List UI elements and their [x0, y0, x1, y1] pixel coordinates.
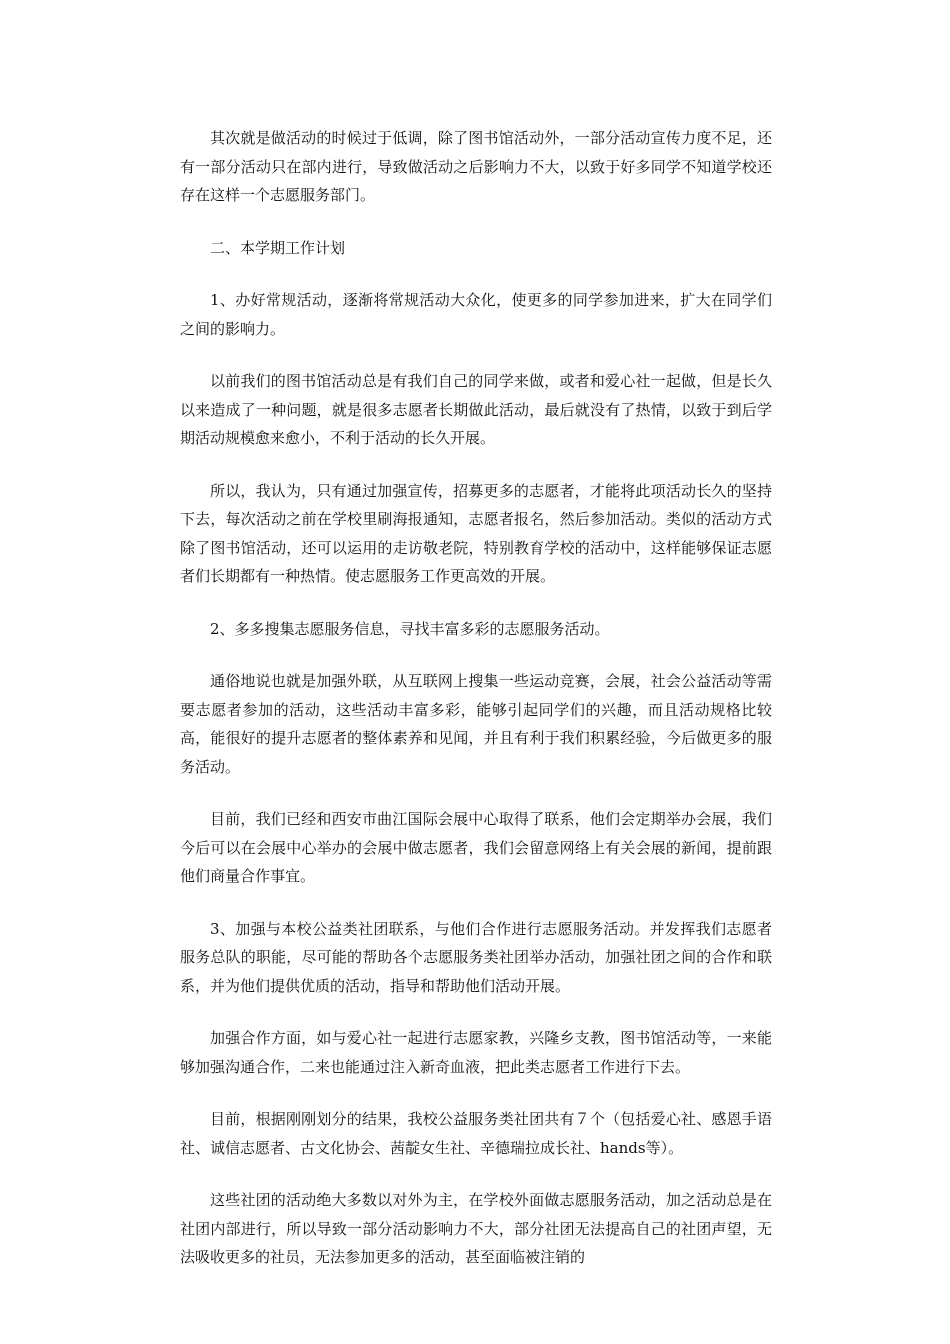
- paragraph-exhibition-center: 目前，我们已经和西安市曲江国际会展中心取得了联系，他们会定期举办会展，我们今后可以在会展中心举办的会展中做志愿者，我们会留意网络上有关会展的新闻，提前跟他们商量合作事宜。: [180, 810, 772, 885]
- plan-item-1: 1、办好常规活动，逐渐将常规活动大众化，使更多的同学参加进来，扩大在同学们之间的影响力。: [180, 291, 772, 338]
- plan-item-3: 3、加强与本校公益类社团联系，与他们合作进行志愿服务活动。并发挥我们志愿者服务总队的职能，尽可能的帮助各个志愿服务类社团举办活动，加强社团之间的合作和联系，并为他们提供优质的活动，指导和帮助他们活动开展。: [180, 919, 772, 995]
- section-heading-work-plan: 二、本学期工作计划: [210, 238, 346, 257]
- document-body: [180, 124, 772, 1296]
- paragraph-library-activity: 以前我们的图书馆活动总是有我们自己的同学来做，或者和爱心社一起做，但是长久以来造成了一种问题，就是很多志愿者长期做此活动，最后就没有了热情，以致于到后学期活动规模愈来愈小，不利于活动的长久开展。: [180, 372, 772, 447]
- paragraph-external-liaison: 通俗地说也就是加强外联，从互联网上搜集一些运动竞赛，会展，社会公益活动等需要志愿者参加的活动，这些活动丰富多彩，能够引起同学们的兴趣，而且活动规格比较高，能很好的提升志愿者的整体素养和见闻，并且有利于我们积累经验，今后做更多的服务活动。: [180, 672, 772, 776]
- paragraph-club-count: 目前，根据刚刚划分的结果，我校公益服务类社团共有７个（包括爱心社、感恩手语社、诚信志愿者、古文化协会、茜靛女生社、辛德瑞拉成长社、hands等）。: [180, 1110, 772, 1157]
- paragraph-low-profile: 其次就是做活动的时候过于低调，除了图书馆活动外，一部分活动宣传力度不足，还有一部分活动只在部内进行，导致做活动之后影响力不大，以致于好多同学不知道学校还存在这样一个志愿服务部门。: [180, 129, 772, 204]
- paragraph-publicity: 所以，我认为，只有通过加强宣传，招募更多的志愿者，才能将此项活动长久的坚持下去，每次活动之前在学校里刷海报通知，志愿者报名，然后参加活动。类似的活动方式除了图书馆活动，还可以运用的走访敬老院，特别教育学校的活动中，这样能够保证志愿者们长期都有一种热情。使志愿服务工作更高效的开展。: [180, 481, 772, 585]
- plan-item-2: 2、多多搜集志愿服务信息，寻找丰富多彩的志愿服务活动。: [210, 619, 610, 638]
- paragraph-cooperation: 加强合作方面，如与爱心社一起进行志愿家教，兴隆乡支教，图书馆活动等，一来能够加强沟通合作，二来也能通过注入新奇血液，把此类志愿者工作进行下去。: [180, 1029, 772, 1076]
- paragraph-club-activities: 这些社团的活动绝大多数以对外为主，在学校外面做志愿服务活动，加之活动总是在社团内部进行，所以导致一部分活动影响力不大，部分社团无法提高自己的社团声望，无法吸收更多的社员，无法参加更多的活动，甚至面临被注销的: [180, 1191, 772, 1266]
